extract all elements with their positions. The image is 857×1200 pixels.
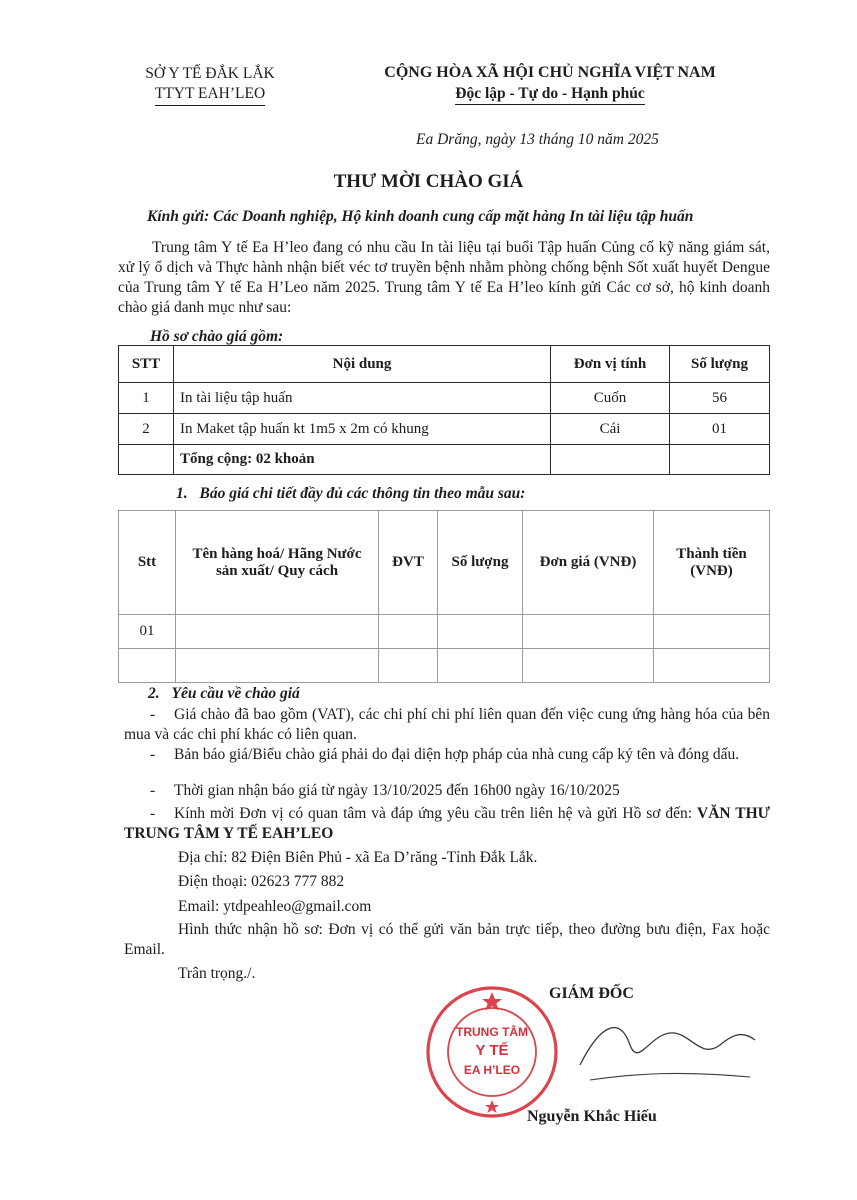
stamp-text-line1: TRUNG TÂM	[456, 1025, 528, 1039]
page-title: THƯ MỜI CHÀO GIÁ	[333, 171, 524, 192]
stamp-text-line2: Y TẾ	[475, 1042, 509, 1059]
closing-text: Trân trọng./.	[178, 965, 256, 982]
signer-name: Nguyễn Khắc Hiếu	[527, 1108, 657, 1125]
table-row: 01	[119, 615, 770, 649]
intro-paragraph: Trung tâm Y tế Ea H’leo đang có nhu cầu In tài liệu tại buổi Tập huấn Củng cố kỹ năng giám sát, xử lý ổ dịch và Thực hành nhận biết véc tơ truyền bệnh nhằm phòng chống bệnh Sốt xuất huyết Dengue của Trung tâm Y tế Ea H’Leo năm 2025. Trung tâm Y tế Ea H’leo kính gửi Các cơ sở, hộ kinh doanh chào giá danh mục như sau:	[118, 239, 770, 316]
section1-heading	[176, 485, 525, 503]
center-name: TTYT EAH’LEO	[155, 84, 265, 106]
quote-col-stt: Stt	[119, 511, 176, 615]
quote-col-unit: ĐVT	[379, 511, 438, 615]
invite-lead: Kính mời Đơn vị có quan tâm và đáp ứng yêu cầu trên liên hệ và gửi Hồ sơ đến:	[174, 805, 693, 822]
quote-col-name: Tên hàng hoá/ Hãng Nước sản xuất/ Quy cách	[176, 511, 379, 615]
col-content: Nội dung	[174, 346, 551, 383]
date-line: Ea Drăng, ngày 13 tháng 10 năm 2025	[416, 131, 659, 148]
requirement-2: Bản báo giá/Biểu chào giá phải do đại diện hợp pháp của nhà cung cấp ký tên và đóng dấu.	[174, 746, 740, 763]
contact-phone: Điện thoại: 02623 777 882	[178, 873, 345, 890]
submission-method: Hình thức nhận hồ sơ: Đơn vị có thể gửi văn bản trực tiếp, theo đường bưu điện, Fax hoặc Email.	[124, 921, 770, 958]
bullet-dash: -	[150, 706, 156, 723]
requirement-1: Giá chào đã bao gồm (VAT), các chi phí chi phí liên quan đến việc cung ứng hàng hóa của bên mua và các chi phí khác có liên quan.	[124, 706, 770, 743]
bullet-dash: -	[150, 746, 156, 763]
quote-table	[118, 510, 770, 683]
header-left	[110, 64, 310, 106]
items-table	[118, 345, 770, 475]
table-row: 2 In Maket tập huấn kt 1m5 x 2m có khung Cái 01	[119, 414, 770, 445]
bullet-dash: -	[150, 805, 156, 822]
stamp-text-line3: EA H’LEO	[463, 1063, 521, 1077]
official-stamp	[422, 982, 562, 1122]
addressee: Kính gửi: Các Doanh nghiệp, Hộ kinh doanh cung cấp mặt hàng In tài liệu tập huấn	[147, 208, 694, 225]
table-row	[119, 649, 770, 683]
bullet-dash: -	[150, 782, 156, 799]
national-title: CỘNG HÒA XÃ HỘI CHỦ NGHĨA VIỆT NAM	[384, 64, 716, 81]
signature-scribble	[560, 1005, 760, 1095]
national-motto: Độc lập - Tự do - Hạnh phúc	[455, 83, 644, 105]
quote-col-price: Đơn giá (VNĐ)	[523, 511, 654, 615]
col-stt: STT	[119, 346, 174, 383]
table-total-row	[119, 445, 770, 475]
total-label: Tổng cộng: 02 khoản	[174, 445, 551, 475]
invite-paragraph	[124, 804, 770, 844]
section1-title: Báo giá chi tiết đầy đủ các thông tin theo mẫu sau:	[199, 485, 526, 502]
col-unit: Đơn vị tính	[551, 346, 670, 383]
signature-title: GIÁM ĐỐC	[549, 985, 634, 1002]
section2-title: Yêu cầu về chào giá	[171, 685, 300, 702]
section2-heading	[148, 685, 300, 703]
department-name: SỞ Y TẾ ĐẮK LẮK	[145, 65, 275, 82]
section1-number: 1.	[176, 485, 188, 502]
section2-number: 2.	[148, 685, 160, 702]
header-right	[335, 62, 765, 105]
contact-email: Email: ytdpeahleo@gmail.com	[178, 898, 372, 915]
invite-recipient: VĂN THƯ TRUNG TÂM Y TẾ EAH’LEO	[124, 805, 770, 842]
dossier-heading: Hồ sơ chào giá gồm:	[150, 328, 284, 345]
requirement-3: Thời gian nhận báo giá từ ngày 13/10/2025 đến 16h00 ngày 16/10/2025	[174, 782, 620, 799]
table-row: 1 In tài liệu tập huấn Cuốn 56	[119, 383, 770, 414]
contact-address: Địa chỉ: 82 Điện Biên Phủ - xã Ea D’răng -Tỉnh Đắk Lắk.	[178, 849, 538, 866]
quote-col-qty: Số lượng	[438, 511, 523, 615]
quote-col-total: Thành tiền (VNĐ)	[654, 511, 770, 615]
col-qty: Số lượng	[670, 346, 770, 383]
